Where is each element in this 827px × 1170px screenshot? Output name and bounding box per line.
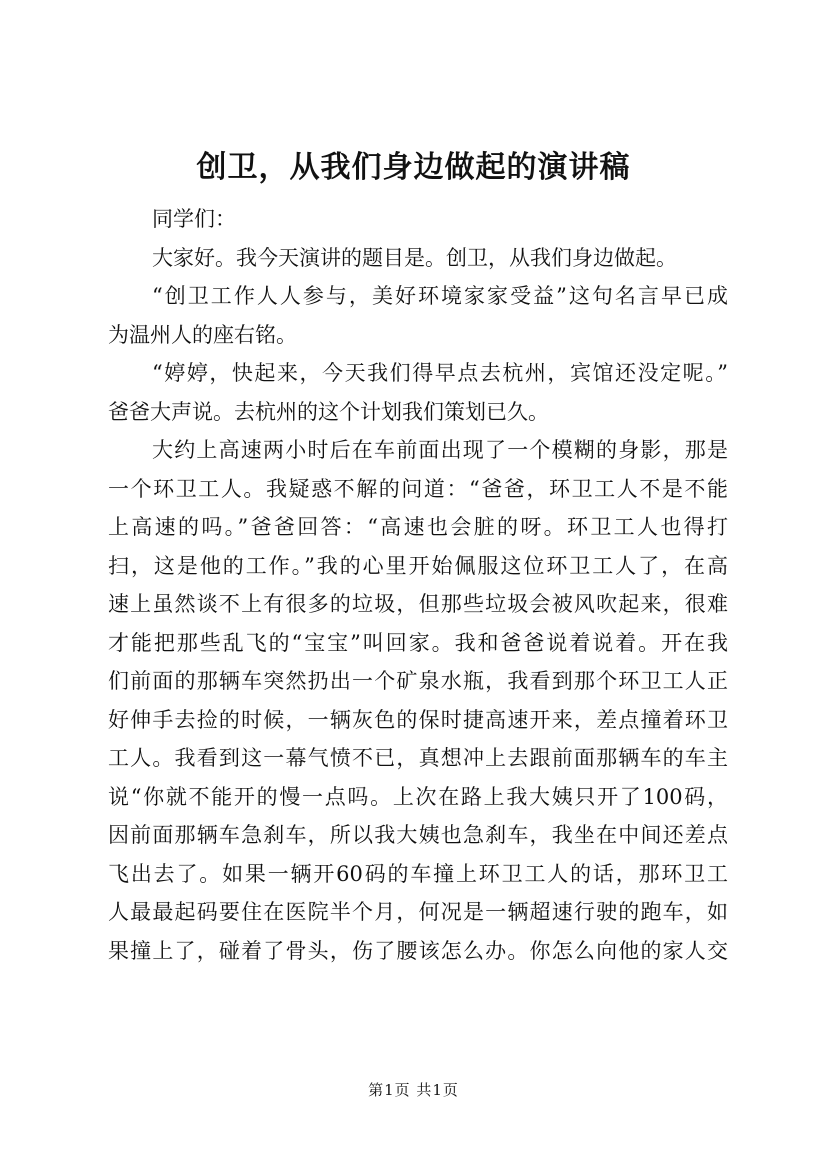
page-footer: 第1页 共1页 xyxy=(368,1081,459,1099)
body-line: 扫，这是他的工作。”我的心里开始佩服这位环卫工人了，在高 xyxy=(108,553,728,578)
body-line: 为温州人的座右铭。 xyxy=(108,322,297,347)
body-line: 速上虽然谈不上有很多的垃圾，但那些垃圾会被风吹起来，很难 xyxy=(108,592,728,616)
document-title: 创卫，从我们身边做起的演讲稿 xyxy=(196,150,631,185)
body-line: 说“你就不能开的慢一点吗。上次在路上我大姨只开了100码， xyxy=(108,784,728,809)
body-line: 果撞上了，碰着了骨头，伤了腰该怎么办。你怎么向他的家人交 xyxy=(108,938,728,963)
body-line: “婷婷，快起来，今天我们得早点去杭州，宾馆还没定呢。” xyxy=(152,361,728,385)
body-line: 才能把那些乱飞的“宝宝”叫回家。我和爸爸说着说着。开在我 xyxy=(108,630,728,655)
body-line: 爸爸大声说。去杭州的这个计划我们策划已久。 xyxy=(108,399,549,424)
body-line: 因前面那辆车急刹车，所以我大姨也急刹车，我坐在中间还差点 xyxy=(108,823,728,847)
body-line: 们前面的那辆车突然扔出一个矿泉水瓶，我看到那个环卫工人正 xyxy=(108,669,728,693)
body-line: 上高速的吗。”爸爸回答：“高速也会脏的呀。环卫工人也得打 xyxy=(108,515,728,539)
body-line: 人最最起码要住在医院半个月，何况是一辆超速行驶的跑车，如 xyxy=(108,900,728,924)
body-line: 工人。我看到这一幕气愤不已，真想冲上去跟前面那辆车的车主 xyxy=(108,746,728,770)
body-line: 大约上高速两小时后在车前面出现了一个模糊的身影，那是 xyxy=(152,438,728,462)
body-line: 飞出去了。如果一辆开60码的车撞上环卫工人的话，那环卫工 xyxy=(108,861,728,886)
body-line: 好伸手去捡的时候，一辆灰色的保时捷高速开来，差点撞着环卫 xyxy=(108,707,728,732)
body-line: “创卫工作人人参与，美好环境家家受益”这句名言早已成 xyxy=(152,284,728,308)
body-line: 一个环卫工人。我疑惑不解的问道：“爸爸，环卫工人不是不能 xyxy=(108,476,728,501)
salutation-line: 同学们： xyxy=(152,207,236,231)
document-body xyxy=(108,200,728,970)
body-line: 大家好。我今天演讲的题目是。创卫，从我们身边做起。 xyxy=(152,245,677,270)
